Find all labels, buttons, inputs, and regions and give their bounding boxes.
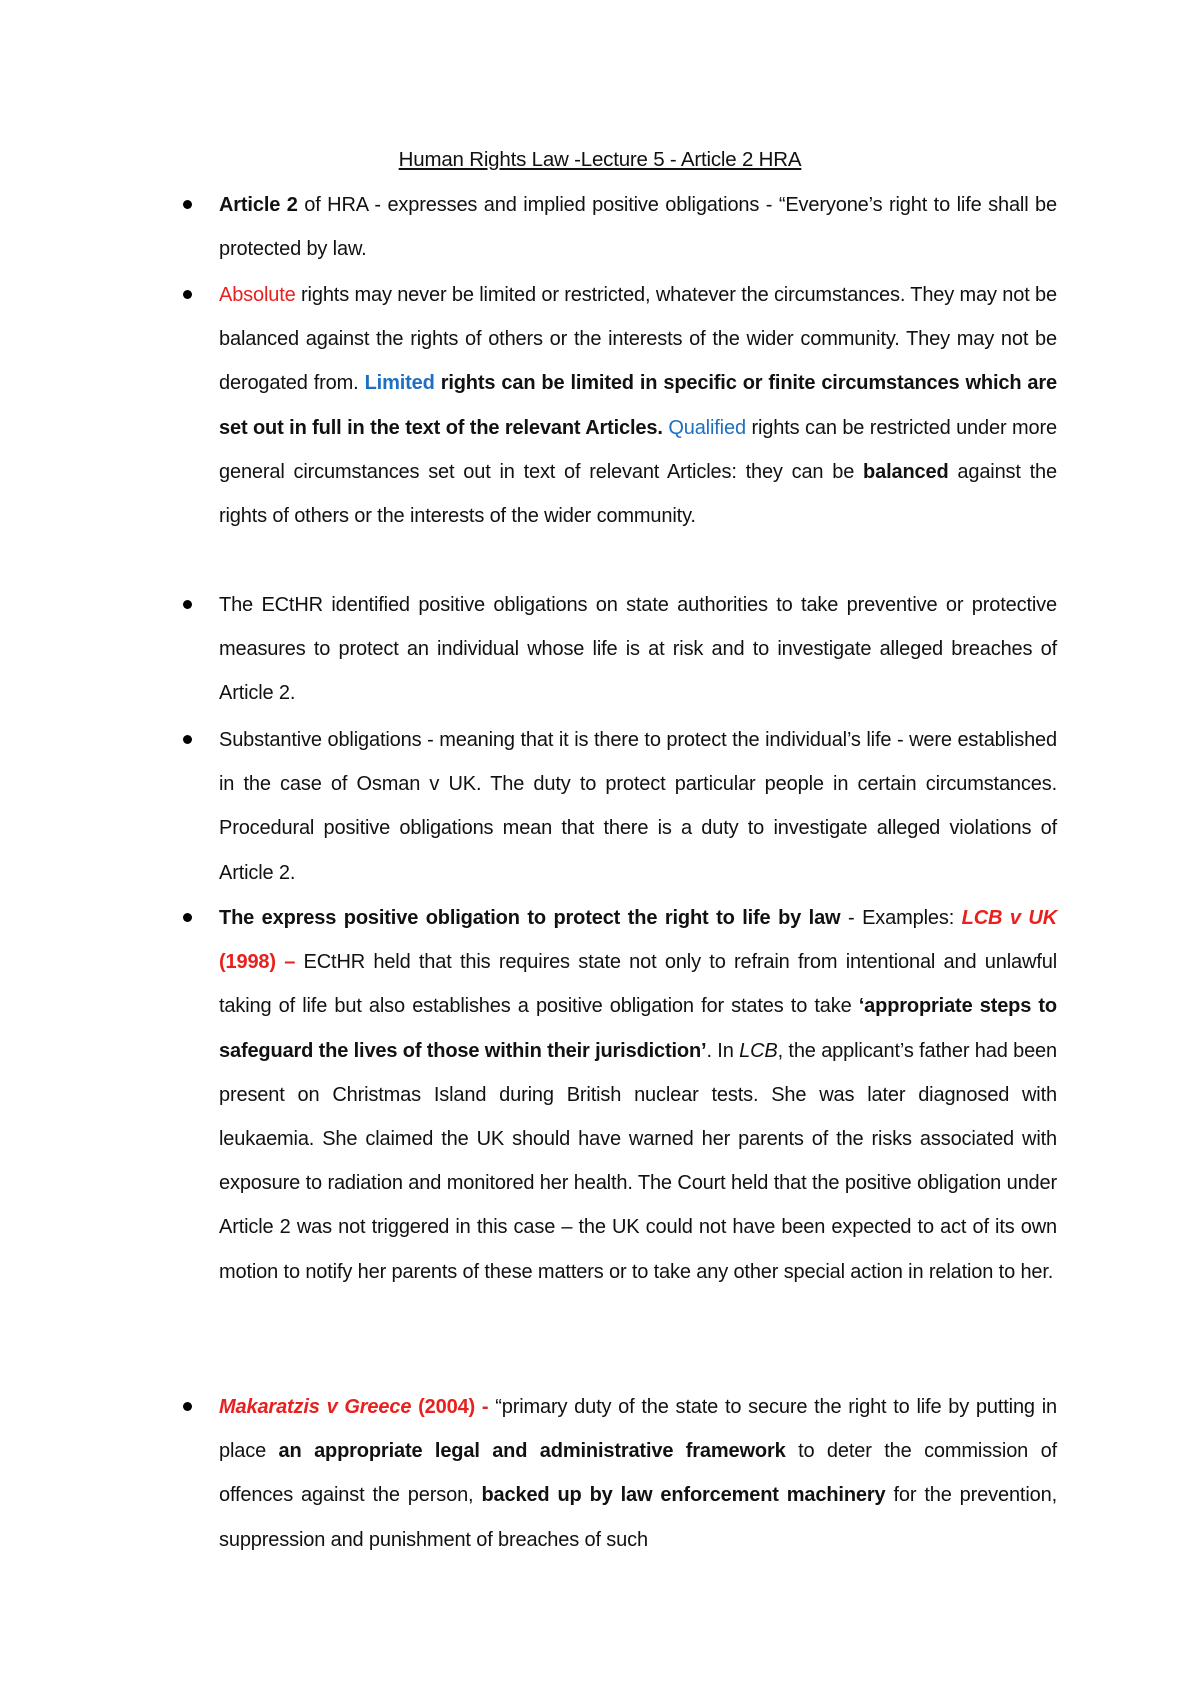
text-run: balanced [863, 460, 949, 483]
bullet-dot-icon [183, 200, 192, 209]
bullet-dot-icon [183, 735, 192, 744]
text-run: LCB [739, 1039, 778, 1062]
bullet-dot-icon [183, 290, 192, 299]
text-run: backed up by law enforcement machinery [481, 1484, 886, 1507]
text-run: of HRA - expresses and implied positive obligations - “Everyone’s right to life shall be protected by law. [219, 194, 1057, 261]
paragraph [219, 718, 1057, 895]
bullet-dot-icon [183, 1402, 192, 1411]
text-run: Absolute [219, 284, 296, 306]
text-run: Article 2 [219, 194, 298, 216]
text-run: rights may never be limited or restricted, whatever the circumstances. They may not be balanced against the rights of others or the interests of the wider community. They may not be derogated from. [219, 284, 1057, 395]
bullet-dot-icon [183, 600, 192, 609]
text-run: “primary duty of the state to secure the right to life by putting in place [219, 1396, 1057, 1463]
paragraph [219, 273, 1057, 538]
text-run: to deter the commission of offences against the person, [219, 1440, 1057, 1507]
text-run: Makaratzis v Greece [219, 1396, 412, 1418]
text-run: (2004) - [411, 1396, 489, 1418]
text-run: The express positive obligation to protect the right to life by law [219, 907, 841, 929]
paragraph [219, 1385, 1057, 1562]
text-run: for the prevention, suppression and punishment of breaches of such [219, 1484, 1057, 1551]
text-run: an appropriate legal and administrative framework [278, 1440, 786, 1463]
text-run: ‘appropriate steps to safeguard the lives of those within their jurisdiction’ [219, 995, 1057, 1062]
text-run: ECtHR held that this requires state not only to refrain from intentional and unlawful taking of life but also establishes a positive obligation for states to take [219, 951, 1057, 1018]
text-run: . In [706, 1039, 740, 1062]
document-title: Human Rights Law -Lecture 5 - Article 2 HRA [398, 148, 802, 171]
text-run: Substantive obligations - meaning that it is there to protect the individual’s life - were established in the case of Osman v UK. The duty to protect particular people in certain circumstances. Procedural positive obligations mean that there is a duty to investigate alleged violations of Article 2. [219, 729, 1057, 884]
paragraph [219, 896, 1057, 1294]
text-run: - Examples: [840, 907, 962, 929]
text-run: rights can be restricted under more general circumstances set out in text of relevant Articles: they can be [219, 416, 1057, 483]
text-run: against the rights of others or the interests of the wider community. [219, 460, 1058, 528]
text-run: The ECtHR identified positive obligations on state authorities to take preventive or protective measures to protect an individual whose life is at risk and to investigate alleged breaches of Article 2. [219, 594, 1057, 705]
text-run: Qualified [668, 416, 746, 439]
text-run: , the applicant’s father had been present on Christmas Island during British nuclear tests. She was later diagnosed with leukaemia. She claimed the UK should have warned her parents of the risks associated with exposure to radiation and monitored her health. The Court held that the positive obligation under Article 2 was not triggered in this case – the UK could not have been expected to act of its own motion to notify her parents of these matters or to take any other special action in relation to her. [219, 1039, 1057, 1283]
text-run: Limited [364, 372, 435, 395]
text-run: rights can be limited in specific or finite circumstances which are set out in full in the text of the relevant Articles. [219, 372, 1057, 439]
text-run: LCB v UK [961, 907, 1057, 929]
paragraph [219, 583, 1057, 716]
paragraph [219, 183, 1057, 271]
text-run: (1998) – [219, 951, 296, 974]
bullet-dot-icon [183, 913, 192, 922]
